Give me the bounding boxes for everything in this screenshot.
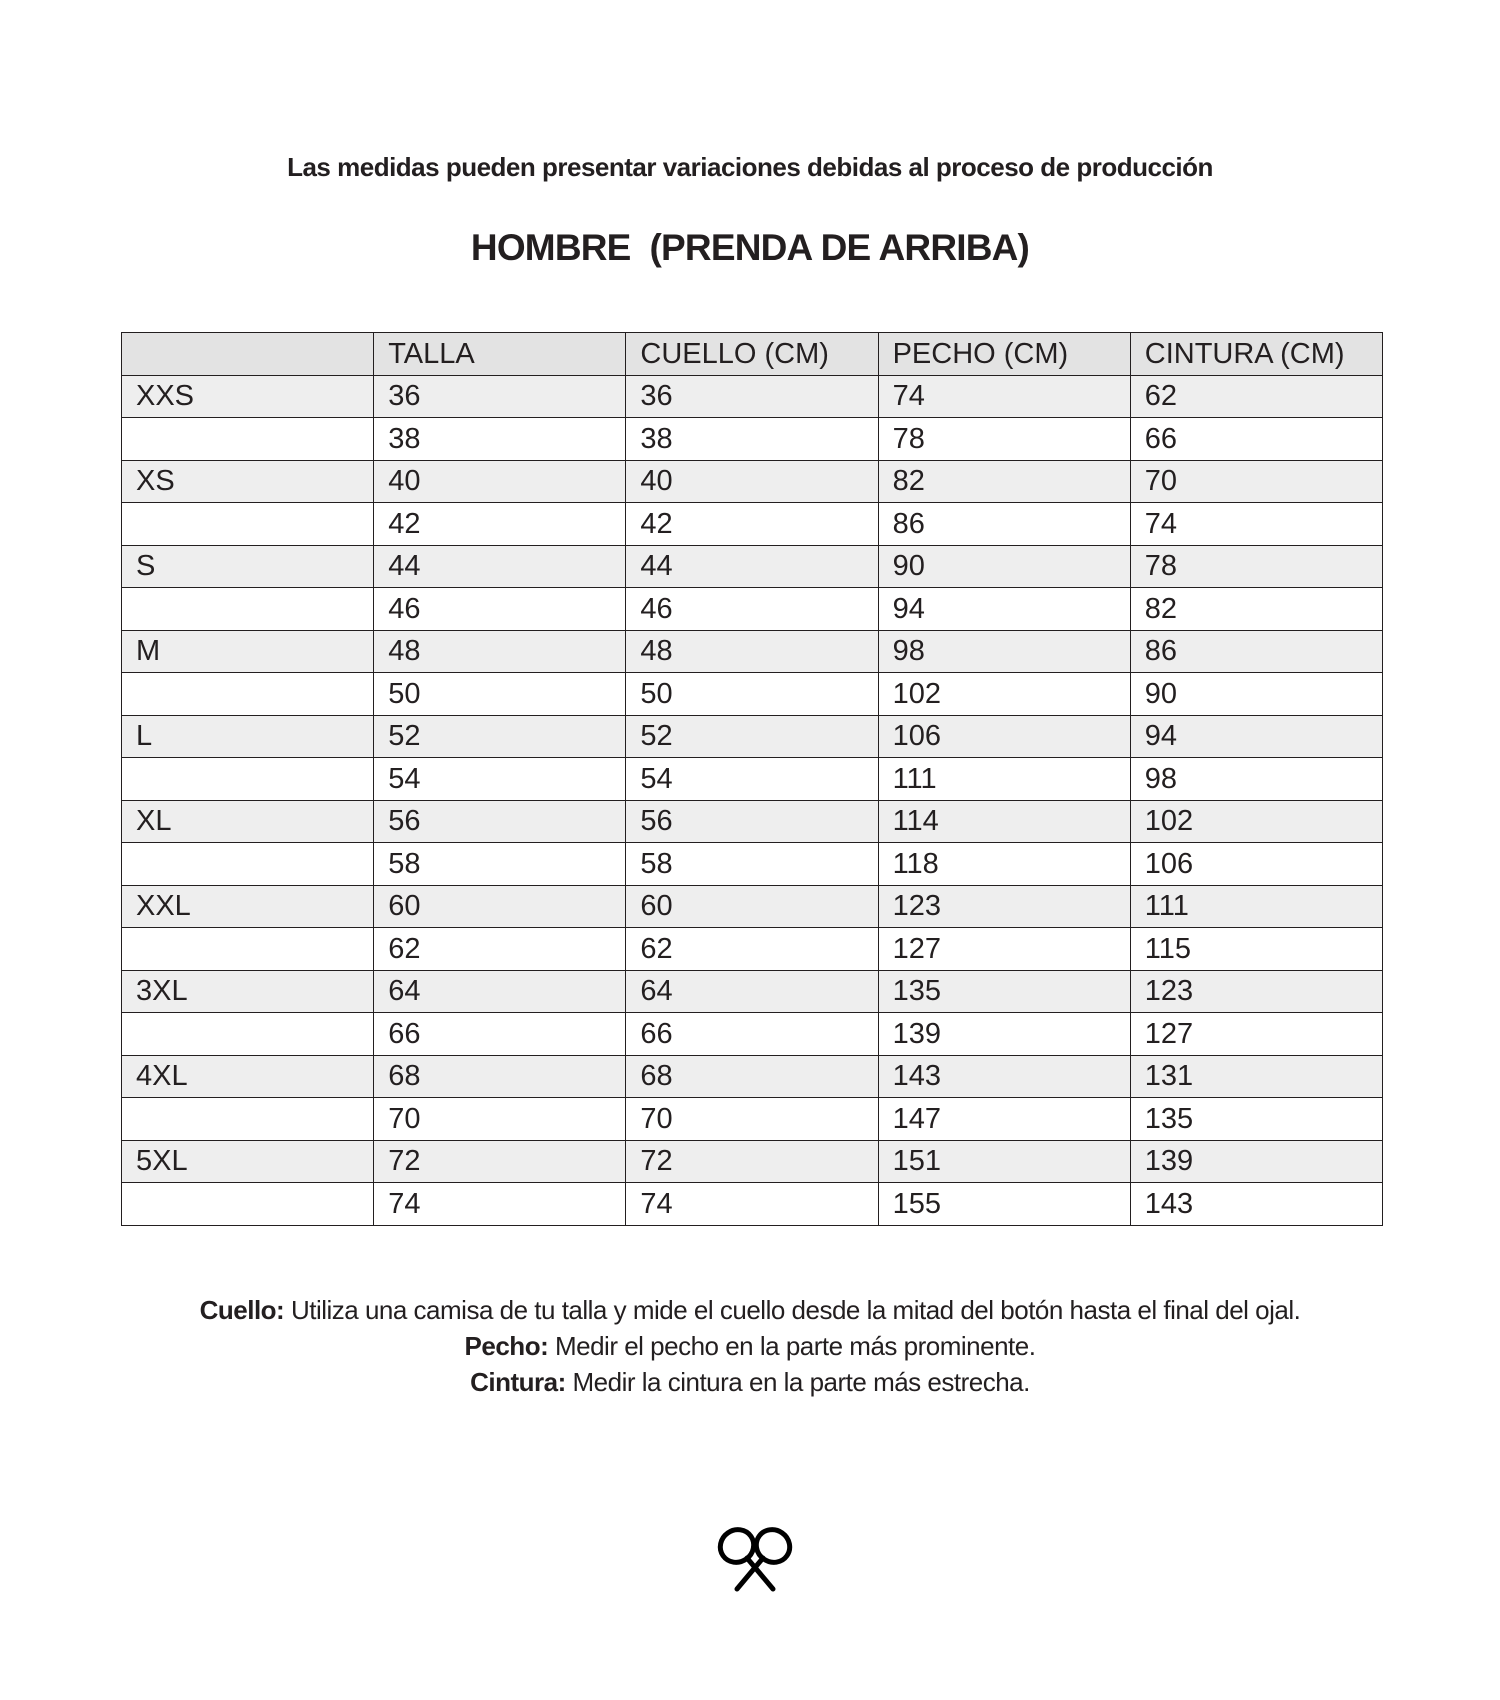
cell-cintura: 62 xyxy=(1130,375,1382,418)
table-row xyxy=(122,1098,1383,1141)
cell-size-label xyxy=(122,588,374,631)
note-text: Medir el pecho en la parte más prominente. xyxy=(548,1331,1036,1361)
cell-pecho: 82 xyxy=(878,460,1130,503)
cell-pecho: 155 xyxy=(878,1183,1130,1226)
cell-size-label: 3XL xyxy=(122,970,374,1013)
cell-pecho: 90 xyxy=(878,545,1130,588)
cell-cintura: 94 xyxy=(1130,715,1382,758)
table-row xyxy=(122,715,1383,758)
cell-talla: 56 xyxy=(374,800,626,843)
cell-talla: 48 xyxy=(374,630,626,673)
cell-talla: 52 xyxy=(374,715,626,758)
cell-size-label: L xyxy=(122,715,374,758)
cell-cintura: 115 xyxy=(1130,928,1382,971)
page-title: HOMBRE (PRENDA DE ARRIBA) xyxy=(470,227,1030,268)
cell-talla: 74 xyxy=(374,1183,626,1226)
cell-cuello: 66 xyxy=(626,1013,878,1056)
cell-cuello: 42 xyxy=(626,503,878,546)
table-row xyxy=(122,1055,1383,1098)
crossed-rackets-icon xyxy=(715,1525,795,1593)
note-pecho xyxy=(0,1328,1500,1364)
cell-cintura: 123 xyxy=(1130,970,1382,1013)
cell-pecho: 147 xyxy=(878,1098,1130,1141)
table-row xyxy=(122,1140,1383,1183)
cell-talla: 42 xyxy=(374,503,626,546)
cell-cuello: 64 xyxy=(626,970,878,1013)
cell-cuello: 44 xyxy=(626,545,878,588)
cell-size-label xyxy=(122,418,374,461)
table-row xyxy=(122,970,1383,1013)
cell-pecho: 114 xyxy=(878,800,1130,843)
cell-size-label xyxy=(122,673,374,716)
cell-cuello: 50 xyxy=(626,673,878,716)
cell-size-label: XXS xyxy=(122,375,374,418)
cell-cintura: 139 xyxy=(1130,1140,1382,1183)
cell-pecho: 86 xyxy=(878,503,1130,546)
cell-cuello: 54 xyxy=(626,758,878,801)
cell-cintura: 74 xyxy=(1130,503,1382,546)
cell-size-label: XL xyxy=(122,800,374,843)
cell-size-label xyxy=(122,1098,374,1141)
cell-cuello: 62 xyxy=(626,928,878,971)
crossed-rackets-logo xyxy=(715,1525,795,1593)
size-chart-table xyxy=(121,332,1383,1226)
cell-pecho: 98 xyxy=(878,630,1130,673)
cell-pecho: 106 xyxy=(878,715,1130,758)
production-notice: Las medidas pueden presentar variaciones debidas al proceso de producción xyxy=(287,152,1213,182)
cell-talla: 44 xyxy=(374,545,626,588)
table-row xyxy=(122,1183,1383,1226)
table-row xyxy=(122,843,1383,886)
note-label: Cuello: xyxy=(199,1295,285,1325)
header-size-label xyxy=(122,333,374,376)
cell-cintura: 135 xyxy=(1130,1098,1382,1141)
table-row xyxy=(122,418,1383,461)
table-row xyxy=(122,1013,1383,1056)
table-row xyxy=(122,545,1383,588)
cell-size-label: 5XL xyxy=(122,1140,374,1183)
cell-cuello: 68 xyxy=(626,1055,878,1098)
cell-size-label: XS xyxy=(122,460,374,503)
cell-cuello: 58 xyxy=(626,843,878,886)
cell-cintura: 131 xyxy=(1130,1055,1382,1098)
table-row xyxy=(122,503,1383,546)
cell-cuello: 38 xyxy=(626,418,878,461)
cell-cintura: 143 xyxy=(1130,1183,1382,1226)
cell-pecho: 151 xyxy=(878,1140,1130,1183)
cell-talla: 68 xyxy=(374,1055,626,1098)
cell-pecho: 143 xyxy=(878,1055,1130,1098)
cell-cuello: 72 xyxy=(626,1140,878,1183)
cell-pecho: 127 xyxy=(878,928,1130,971)
cell-pecho: 118 xyxy=(878,843,1130,886)
cell-size-label xyxy=(122,1013,374,1056)
table-row xyxy=(122,800,1383,843)
note-label: Cintura: xyxy=(470,1367,566,1397)
cell-size-label xyxy=(122,758,374,801)
cell-size-label: S xyxy=(122,545,374,588)
cell-talla: 58 xyxy=(374,843,626,886)
table-row xyxy=(122,630,1383,673)
header-cuello: CUELLO (CM) xyxy=(626,333,878,376)
measurement-notes xyxy=(0,1292,1500,1400)
cell-cintura: 90 xyxy=(1130,673,1382,716)
cell-cintura: 82 xyxy=(1130,588,1382,631)
cell-cintura: 111 xyxy=(1130,885,1382,928)
table-row xyxy=(122,928,1383,971)
cell-pecho: 111 xyxy=(878,758,1130,801)
note-cuello xyxy=(0,1292,1500,1328)
cell-cintura: 127 xyxy=(1130,1013,1382,1056)
cell-talla: 70 xyxy=(374,1098,626,1141)
cell-talla: 36 xyxy=(374,375,626,418)
cell-cuello: 36 xyxy=(626,375,878,418)
cell-pecho: 102 xyxy=(878,673,1130,716)
note-label: Pecho: xyxy=(464,1331,549,1361)
note-text: Utiliza una camisa de tu talla y mide el cuello desde la mitad del botón hasta el final del ojal. xyxy=(284,1295,1301,1325)
cell-size-label: 4XL xyxy=(122,1055,374,1098)
note-text: Medir la cintura en la parte más estrecha. xyxy=(565,1367,1030,1397)
table-row xyxy=(122,673,1383,716)
cell-talla: 38 xyxy=(374,418,626,461)
cell-pecho: 94 xyxy=(878,588,1130,631)
cell-talla: 72 xyxy=(374,1140,626,1183)
cell-cuello: 60 xyxy=(626,885,878,928)
cell-cuello: 74 xyxy=(626,1183,878,1226)
cell-size-label: M xyxy=(122,630,374,673)
cell-talla: 66 xyxy=(374,1013,626,1056)
cell-talla: 46 xyxy=(374,588,626,631)
cell-talla: 64 xyxy=(374,970,626,1013)
cell-cuello: 56 xyxy=(626,800,878,843)
cell-cuello: 40 xyxy=(626,460,878,503)
cell-cuello: 46 xyxy=(626,588,878,631)
note-cintura xyxy=(0,1364,1500,1400)
cell-talla: 40 xyxy=(374,460,626,503)
cell-cintura: 66 xyxy=(1130,418,1382,461)
cell-cintura: 102 xyxy=(1130,800,1382,843)
cell-cuello: 70 xyxy=(626,1098,878,1141)
cell-size-label xyxy=(122,1183,374,1226)
cell-size-label: XXL xyxy=(122,885,374,928)
cell-talla: 62 xyxy=(374,928,626,971)
cell-talla: 60 xyxy=(374,885,626,928)
table-row xyxy=(122,375,1383,418)
cell-cintura: 98 xyxy=(1130,758,1382,801)
header-pecho: PECHO (CM) xyxy=(878,333,1130,376)
table-row xyxy=(122,758,1383,801)
cell-cuello: 48 xyxy=(626,630,878,673)
table-body xyxy=(122,375,1383,1225)
table-row xyxy=(122,460,1383,503)
cell-pecho: 135 xyxy=(878,970,1130,1013)
cell-talla: 50 xyxy=(374,673,626,716)
cell-pecho: 123 xyxy=(878,885,1130,928)
cell-size-label xyxy=(122,843,374,886)
cell-cintura: 106 xyxy=(1130,843,1382,886)
table-row xyxy=(122,885,1383,928)
table-row xyxy=(122,588,1383,631)
cell-cintura: 70 xyxy=(1130,460,1382,503)
cell-size-label xyxy=(122,503,374,546)
cell-talla: 54 xyxy=(374,758,626,801)
cell-cuello: 52 xyxy=(626,715,878,758)
cell-pecho: 78 xyxy=(878,418,1130,461)
cell-size-label xyxy=(122,928,374,971)
cell-pecho: 74 xyxy=(878,375,1130,418)
header-cintura: CINTURA (CM) xyxy=(1130,333,1382,376)
table-header-row xyxy=(122,333,1383,376)
header-talla: TALLA xyxy=(374,333,626,376)
cell-pecho: 139 xyxy=(878,1013,1130,1056)
cell-cintura: 78 xyxy=(1130,545,1382,588)
cell-cintura: 86 xyxy=(1130,630,1382,673)
